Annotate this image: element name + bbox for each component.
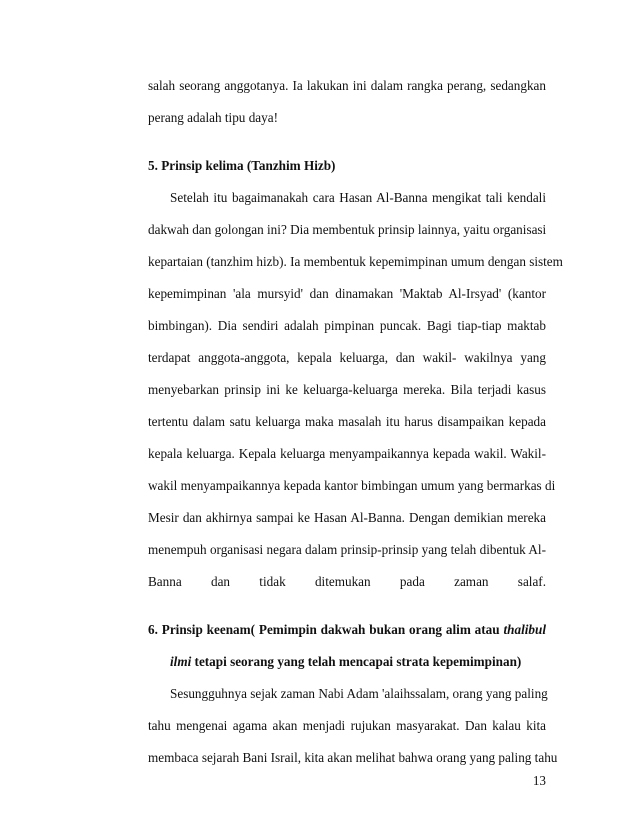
heading-text: 6. Prinsip keenam( Pemimpin dakwah bukan orang alim atau <box>148 622 504 637</box>
body-text-line: menempuh organisasi negara dalam prinsip-prinsip yang telah dibentuk Al- <box>148 542 546 557</box>
section-heading-5: 5. Prinsip kelima (Tanzhim Hizb) <box>148 158 336 173</box>
body-text-line: kepemimpinan 'ala mursyid' dan dinamakan 'Maktab Al-Irsyad' (kantor <box>148 286 546 301</box>
body-text-line: kepala keluarga. Kepala keluarga menyampaikannya kepada wakil. Wakil- <box>148 446 546 461</box>
heading-text: tetapi seorang yang telah mencapai strata kepemimpinan) <box>191 654 522 669</box>
body-text-line: Banna dan tidak ditemukan pada zaman salaf. <box>148 574 546 589</box>
body-text-line: Mesir dan akhirnya sampai ke Hasan Al-Banna. Dengan demikian mereka <box>148 510 546 525</box>
heading-italic-term: thalibul <box>503 622 546 637</box>
body-text-line: membaca sejarah Bani Israil, kita akan melihat bahwa orang yang paling tahu <box>148 750 558 765</box>
body-text-line: Setelah itu bagaimanakah cara Hasan Al-Banna mengikat tali kendali <box>170 190 546 205</box>
body-text-line: perang adalah tipu daya! <box>148 110 278 125</box>
body-text-line: bimbingan). Dia sendiri adalah pimpinan puncak. Bagi tiap-tiap maktab <box>148 318 546 333</box>
body-text-line: tahu mengenai agama akan menjadi rujukan masyarakat. Dan kalau kita <box>148 718 546 733</box>
body-text-line: kepartaian (tanzhim hizb). Ia membentuk kepemimpinan umum dengan sistem <box>148 254 563 269</box>
section-heading-6-line-2 <box>148 654 546 670</box>
body-text-line: salah seorang anggotanya. Ia lakukan ini dalam rangka perang, sedangkan <box>148 78 546 93</box>
section-heading-6-line-1 <box>148 622 546 638</box>
body-text-line: tertentu dalam satu keluarga maka masalah itu harus disampaikan kepada <box>148 414 546 429</box>
heading-italic-term: ilmi <box>170 654 192 669</box>
body-text-line: wakil menyampaikannya kepada kantor bimbingan umum yang bermarkas di <box>148 478 556 493</box>
body-text-line: terdapat anggota-anggota, kepala keluarga, dan wakil- wakilnya yang <box>148 350 546 365</box>
body-text-line: Sesungguhnya sejak zaman Nabi Adam 'alaihssalam, orang yang paling <box>170 686 548 701</box>
body-text-line: menyebarkan prinsip ini ke keluarga-keluarga mereka. Bila terjadi kasus <box>148 382 546 397</box>
body-text-line: dakwah dan golongan ini? Dia membentuk prinsip lainnya, yaitu organisasi <box>148 222 547 237</box>
page-number: 13 <box>532 773 546 788</box>
